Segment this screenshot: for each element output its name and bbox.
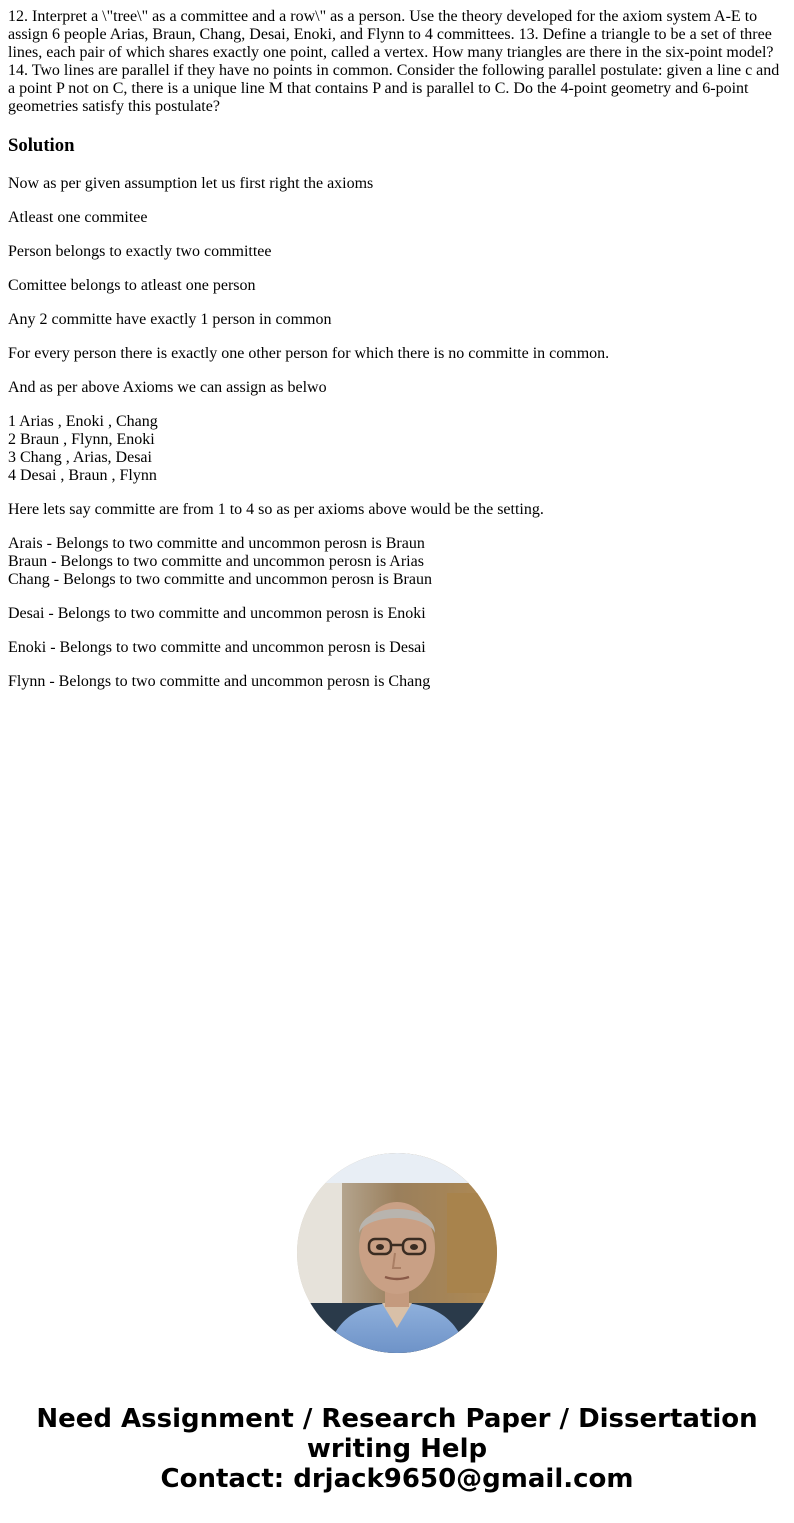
- committee-list: [8, 413, 786, 485]
- person-arais: Arais - Belongs to two committe and uncommon perosn is Braun: [8, 535, 425, 552]
- footer-line-1: Need Assignment / Research Paper / Dissertation: [36, 1404, 758, 1434]
- author-avatar: [297, 1153, 497, 1353]
- committee-4: 4 Desai , Braun , Flynn: [8, 467, 157, 484]
- committee-2: 2 Braun , Flynn, Enoki: [8, 431, 155, 448]
- person-braun: Braun - Belongs to two committe and uncommon perosn is Arias: [8, 553, 424, 570]
- axiom-4: Any 2 committe have exactly 1 person in common: [8, 311, 332, 328]
- contact-footer: [0, 1404, 794, 1494]
- question-text: 12. Interpret a \"tree\" as a committee and a row\" as a person. Use the theory developed for the axiom system A-E to assign 6 people Arias, Braun, Chang, Desai, Enoki, and Flynn to 4 committees. 13. Define a triangle to be a set of three lines, each pair of which shares exactly one point, called a vertex. How many triangles are there in the six-point model? 14. Two lines are parallel if they have no points in common. Consider the following parallel postulate: given a line c and a point P not on C, there is a unique line M that contains P and is parallel to C. Do the 4-point geometry and 6-point geometries satisfy this postulate?: [8, 8, 780, 115]
- axiom-5: For every person there is exactly one other person for which there is no committe in common.: [8, 345, 610, 362]
- axiom-2: Person belongs to exactly two committee: [8, 243, 272, 260]
- assign-intro: And as per above Axioms we can assign as belwo: [8, 379, 327, 396]
- committee-3: 3 Chang , Arias, Desai: [8, 449, 152, 466]
- footer-contact-email: Contact: drjack9650@gmail.com: [160, 1464, 634, 1494]
- person-desai: Desai - Belongs to two committe and uncommon perosn is Enoki: [8, 605, 426, 622]
- intro-text: Now as per given assumption let us first right the axioms: [8, 175, 374, 192]
- person-flynn: Flynn - Belongs to two committe and uncommon perosn is Chang: [8, 673, 431, 690]
- axiom-3: Comittee belongs to atleast one person: [8, 277, 256, 294]
- person-enoki: Enoki - Belongs to two committe and uncommon perosn is Desai: [8, 639, 426, 656]
- document-body: [8, 8, 786, 707]
- person-chang: Chang - Belongs to two committe and uncommon perosn is Braun: [8, 571, 432, 588]
- committee-1: 1 Arias , Enoki , Chang: [8, 413, 158, 430]
- solution-heading: Solution: [8, 135, 75, 156]
- persons-group: [8, 535, 786, 589]
- setting-note: Here lets say committe are from 1 to 4 so as per axioms above would be the setting.: [8, 501, 544, 518]
- footer-line-2: writing Help: [306, 1434, 488, 1464]
- axiom-1: Atleast one commitee: [8, 209, 148, 226]
